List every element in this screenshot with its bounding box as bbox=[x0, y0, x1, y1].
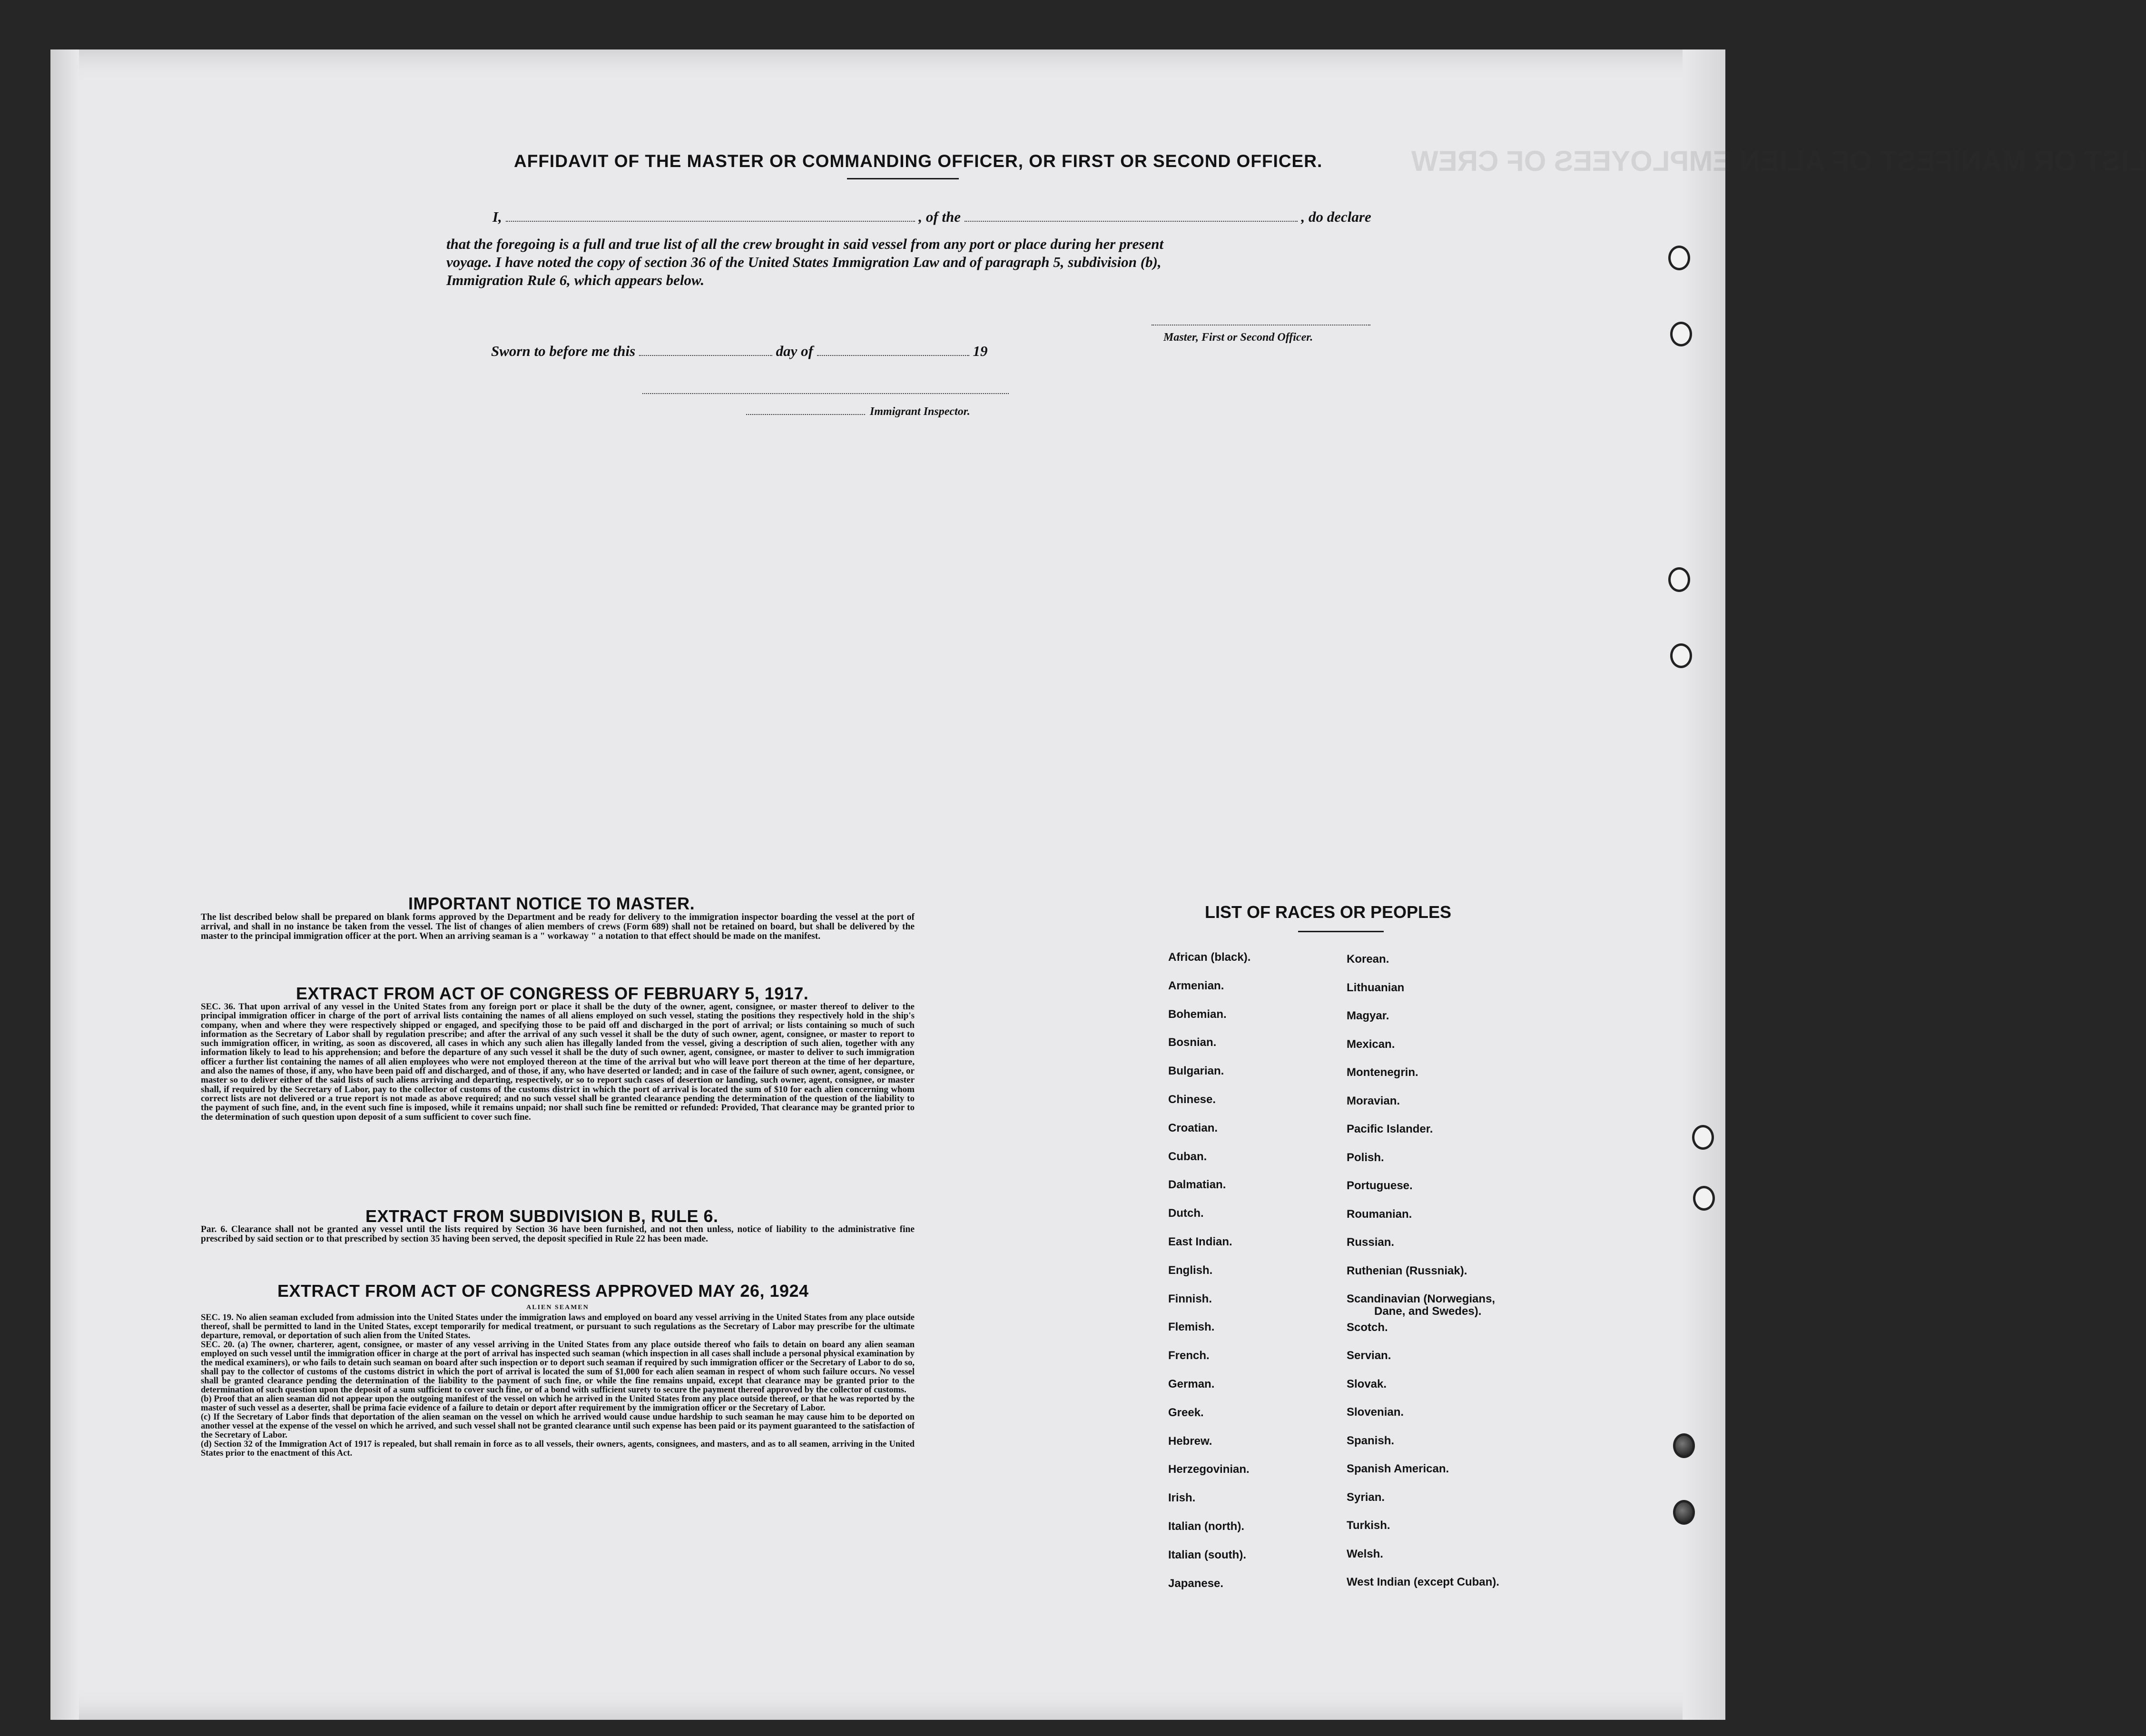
race-item: Lithuanian bbox=[1347, 981, 1405, 994]
race-item: Pacific Islander. bbox=[1347, 1123, 1433, 1135]
race-item: English. bbox=[1168, 1263, 1213, 1277]
race-item: Spanish. bbox=[1347, 1434, 1395, 1447]
race-item: Dane, and Swedes). bbox=[1374, 1305, 1482, 1318]
race-item: German. bbox=[1168, 1378, 1215, 1391]
race-item: Slovenian. bbox=[1347, 1406, 1404, 1419]
affidavit-of-the: , of the bbox=[918, 208, 961, 225]
title-rule bbox=[847, 178, 959, 179]
extract-rule6-title: EXTRACT FROM SUBDIVISION B, RULE 6. bbox=[365, 1206, 719, 1226]
race-item: Syrian. bbox=[1347, 1490, 1385, 1504]
race-item: Italian (south). bbox=[1168, 1548, 1246, 1561]
affidavit-line-4: Immigration Rule 6, which appears below. bbox=[446, 272, 705, 288]
race-item: Russian. bbox=[1347, 1236, 1395, 1249]
race-item: Hebrew. bbox=[1168, 1434, 1212, 1448]
race-item: Irish. bbox=[1168, 1491, 1196, 1505]
extract-1924-p1: SEC. 19. No alien seaman excluded from admission into the United States under the immigration laws and employed on board any vessel arriving in the United States from any place outside thereof, shall be permitted to land in the United States, except temporarily for medical treatment, or pursuant to such regulations as the Secretary of Labor may prescribe for the ultimate departure, removal, or deportation of such alien from the United States. bbox=[201, 1313, 915, 1341]
document-page bbox=[50, 49, 2146, 1720]
binder-hole bbox=[1673, 1500, 1695, 1525]
race-item: Armenian. bbox=[1168, 979, 1224, 992]
race-item: Scandinavian (Norwegians, bbox=[1347, 1292, 1496, 1305]
vessel-blank bbox=[965, 220, 1298, 222]
race-item: Cuban. bbox=[1168, 1150, 1207, 1163]
binder-hole bbox=[1693, 1186, 1715, 1211]
binder-hole bbox=[1673, 1433, 1695, 1458]
binder-hole bbox=[1692, 1125, 1714, 1150]
page-left-edge bbox=[50, 49, 79, 1720]
binder-hole bbox=[1668, 567, 1690, 592]
affidavit-do-declare: , do declare bbox=[1301, 208, 1371, 225]
extract-rule6-text: Par. 6. Clearance shall not be granted any vessel until the lists required by Section 36 have been furnished, and not then unless, notice of liability to the administrative fine prescribed by said section or to that prescribed by section 35 having been served, the deposit specified in Rule 22 has been made. bbox=[201, 1224, 915, 1244]
extract-1924-p3: (b) Proof that an alien seaman did not appear upon the outgoing manifest of the vessel on which he arrived in the United States from any place outside thereof, or that he was reported by the master of such vessel as a deserter, shall be prima facie evidence of a failure to detain or deport after requirement by the immigration officer or the Secretary of Labor. bbox=[201, 1394, 915, 1413]
race-item: Welsh. bbox=[1347, 1547, 1383, 1560]
race-item: Magyar. bbox=[1347, 1009, 1389, 1022]
race-item: Bosnian. bbox=[1168, 1036, 1217, 1049]
month-blank bbox=[817, 355, 969, 356]
race-item: Spanish American. bbox=[1347, 1462, 1449, 1475]
race-item: Dalmatian. bbox=[1168, 1178, 1226, 1192]
race-item: French. bbox=[1168, 1349, 1210, 1362]
race-item: Finnish. bbox=[1168, 1292, 1212, 1305]
affidavit-i-label: I, bbox=[492, 208, 502, 225]
race-item: Scotch. bbox=[1347, 1321, 1388, 1334]
affidavit-line-1 bbox=[492, 208, 1371, 226]
race-item: Montenegrin. bbox=[1347, 1066, 1418, 1079]
notice-title: IMPORTANT NOTICE TO MASTER. bbox=[408, 894, 695, 913]
race-item: Mexican. bbox=[1347, 1037, 1395, 1051]
race-item: Ruthenian (Russniak). bbox=[1347, 1264, 1467, 1277]
sworn-text: Sworn to before me this bbox=[491, 343, 636, 359]
race-item: Portuguese. bbox=[1347, 1179, 1413, 1192]
race-item: Chinese. bbox=[1168, 1093, 1216, 1106]
race-item: Bulgarian. bbox=[1168, 1065, 1224, 1078]
race-item: Dutch. bbox=[1168, 1207, 1204, 1220]
year-prefix: 19 bbox=[973, 343, 988, 359]
race-item: Korean. bbox=[1347, 953, 1389, 966]
extract-1924-subtitle: ALIEN SEAMEN bbox=[526, 1304, 589, 1311]
race-item: Polish. bbox=[1347, 1151, 1384, 1164]
race-item: Turkish. bbox=[1347, 1519, 1390, 1532]
day-blank bbox=[639, 355, 772, 356]
sworn-line bbox=[491, 343, 988, 360]
race-item: Servian. bbox=[1347, 1349, 1391, 1362]
inspector-dots bbox=[746, 414, 865, 415]
inspector-line bbox=[642, 393, 1009, 394]
binder-hole bbox=[1670, 322, 1692, 346]
race-item: Flemish. bbox=[1168, 1321, 1215, 1334]
extract-1924-title: EXTRACT FROM ACT OF CONGRESS APPROVED MAY 26, 1924 bbox=[277, 1281, 809, 1301]
race-item: African (black). bbox=[1168, 951, 1251, 964]
name-blank bbox=[506, 220, 915, 222]
race-item: Greek. bbox=[1168, 1406, 1204, 1419]
race-item: West Indian (except Cuban). bbox=[1347, 1576, 1499, 1588]
race-item: Roumanian. bbox=[1347, 1207, 1412, 1221]
bleed-through-heading: LIST OR MANIFEST OF ALIEN EMPLOYEES OF CREW bbox=[1411, 145, 2146, 177]
signature-line bbox=[1152, 325, 1370, 326]
affidavit-line-2: that the foregoing is a full and true list of all the crew brought in said vessel from any port or place during her present bbox=[446, 236, 1164, 252]
affidavit-line-3: voyage. I have noted the copy of section 36 of the United States Immigration Law and of paragraph 5, subdivision (b), bbox=[446, 254, 1162, 270]
race-item: Croatian. bbox=[1168, 1121, 1218, 1134]
inspector-label: Immigrant Inspector. bbox=[870, 405, 970, 418]
races-title: LIST OF RACES OR PEOPLES bbox=[1205, 902, 1452, 922]
extract-1924-p5: (d) Section 32 of the Immigration Act of 1917 is repealed, but shall remain in force as to all vessels, their owners, agents, consignees, and masters, and as to all seamen, arriving in the United States prior to the enactment of this Act. bbox=[201, 1440, 915, 1458]
race-item: Moravian. bbox=[1347, 1094, 1400, 1107]
extract-1924-p4: (c) If the Secretary of Labor finds that deportation of the alien seaman on the vessel on which he arrived would cause undue hardship to such seaman he may cause him to be deported on another vessel at the expense of the vessel on which he arrived, and such vessel shall not be granted clearance until such expense has been paid or its payment guaranteed to the satisfaction of the Secretary of Labor. bbox=[201, 1412, 915, 1440]
race-item: Bohemian. bbox=[1168, 1007, 1227, 1021]
binder-hole bbox=[1670, 643, 1692, 668]
page-right-edge bbox=[1683, 49, 1725, 1720]
day-of-text: day of bbox=[776, 343, 813, 359]
race-item: Japanese. bbox=[1168, 1577, 1224, 1590]
extract-1917-title: EXTRACT FROM ACT OF CONGRESS OF FEBRUARY 5, 1917. bbox=[296, 984, 809, 1003]
race-item: Herzegovinian. bbox=[1168, 1463, 1250, 1476]
notice-text: The list described below shall be prepared on blank forms approved by the Department and be ready for delivery to the immigration inspector boarding the vessel at the port of arrival, and shall in no instance be taken from the vessel. The list of changes of alien members of crews (Form 689) shall not be retained on board, but shall be delivered by the master to the principal immigration officer at the port. When an arriving seaman is a " workaway " a notation to that effect should be made on the manifest. bbox=[201, 912, 915, 941]
race-item: Italian (north). bbox=[1168, 1520, 1244, 1533]
races-title-rule bbox=[1298, 931, 1384, 932]
race-item: East Indian. bbox=[1168, 1235, 1232, 1248]
extract-1917-text: SEC. 36. That upon arrival of any vessel in the United States from any foreign port or place it shall be the duty of the owner, agent, consignee, or master thereof to deliver to the principal immigration officer in charge of the port of arrival lists containing the names of all aliens employed on such vessel, stating the positions they respectively hold in the ship's company, when and where they were respectively shipped or engaged, and specifying those to be paid off and discharged in the port of arrival; or lists containing so much of such information as the Secretary of Labor shall by regulation prescribe; and after the arrival of any such vessel it shall be the duty of such owner, agent, consignee, or master to report to such immigration officer, in writing, as soon as discovered, all cases in which any such alien has illegally landed from the vessel, giving a description of such alien, together with any information likely to lead to his apprehension; and before the departure of any such vessel it shall be the duty of such owner, agent, consignee, or master to deliver to such immigration officer a further list containing the names of all alien employees who were not employed thereon at the time of the arrival but who will leave port thereon at the time of her departure, and also the names of those, if any, who have been paid off and discharged, and of those, if any, who have deserted or landed; and in case of the failure of such owner, agent, consignee, or master so to deliver either of the said lists of such aliens arriving and departing, respectively, or so to report such cases of desertion or landing, such owner, agent, consignee, or master shall, if required by the Secretary of Labor, pay to the collector of customs of the customs district in which the port of arrival is located the sum of $10 for each alien concerning whom correct lists are not delivered or a true report is not made as above required; and no such vessel shall be granted clearance pending the determination of the question of the liability to the payment of such fine, and, in the event such fine is imposed, while it remains unpaid; nor shall such fine be remitted or refunded: Provided, That clearance may be granted prior to the determination of such question upon deposit of a sum sufficient to cover such fine. bbox=[201, 1002, 915, 1122]
race-item: Slovak. bbox=[1347, 1377, 1387, 1391]
affidavit-title: AFFIDAVIT OF THE MASTER OR COMMANDING OFFICER, OR FIRST OR SECOND OFFICER. bbox=[514, 151, 1323, 171]
signature-label: Master, First or Second Officer. bbox=[1163, 331, 1313, 344]
extract-1924-p2: SEC. 20. (a) The owner, charterer, agent, consignee, or master of any vessel arriving in the United States from any place outside thereof who fails to detain on board any alien seaman employed on such vessel until the immigration officer in charge at the port of arrival has inspected such seaman (which inspection in all cases shall include a personal physical examination by the medical examiners), or who fails to detain such seaman on board after such inspection or to deport such seaman if required by such immigration officer or the Secretary of Labor to do so, shall pay to the collector of customs of the customs district in which the port of arrival is located the sum of $1,000 for each alien seaman in respect of whom such failure occurs. No vessel shall be granted clearance pending the determination of the liability to the payment of such fine, or while the fine remains unpaid, except that clearance may be granted prior to the determination of such question upon the deposit of a sum sufficient to cover such fine, or of a bond with sufficient surety to secure the payment thereof approved by the collector of customs. bbox=[201, 1340, 915, 1395]
extract-1924-body bbox=[201, 1313, 915, 1458]
binder-hole bbox=[1668, 246, 1690, 270]
